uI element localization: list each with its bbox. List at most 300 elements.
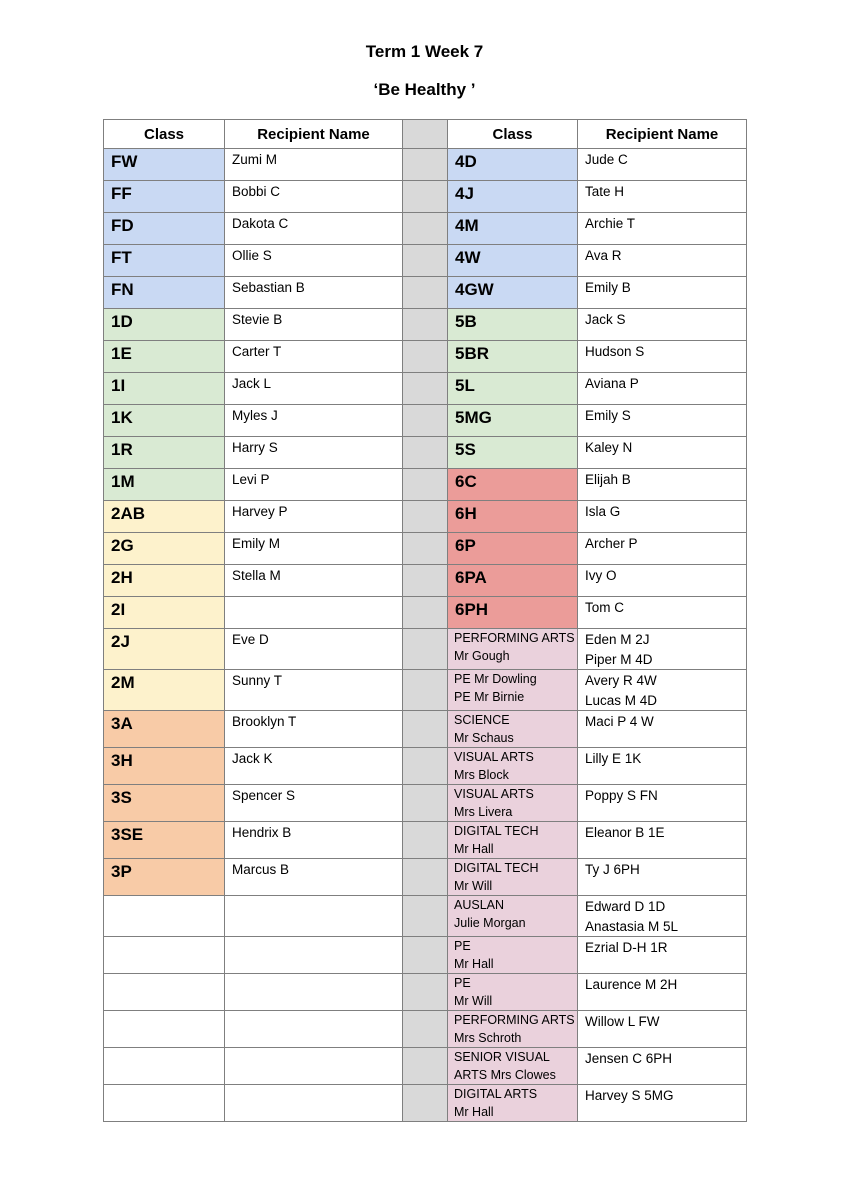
class-label: 2I <box>111 600 126 619</box>
recipient-name-1: Willow L FW <box>585 1014 660 1029</box>
subject-line-2: Mr Hall <box>454 957 494 971</box>
recipient-cell-right <box>578 437 747 469</box>
recipient-cell-left <box>225 1085 403 1122</box>
table-row <box>104 149 747 181</box>
recipient-name: Jack L <box>232 376 272 391</box>
class-cell-left <box>104 213 225 245</box>
recipient-name <box>225 1048 402 1051</box>
class-label: 4D <box>455 152 477 171</box>
recipient-cell-right <box>578 501 747 533</box>
gap-cell <box>403 181 448 213</box>
class-label: 6P <box>455 536 476 555</box>
recipient-name: Dakota C <box>232 216 289 231</box>
class-cell-left <box>104 341 225 373</box>
recipient-cell-left <box>225 1048 403 1085</box>
class-label: 3A <box>111 714 133 733</box>
class-label: 2H <box>111 568 133 587</box>
gap-cell <box>403 896 448 937</box>
class-label: 4M <box>455 216 479 235</box>
class-label: 3SE <box>111 825 144 844</box>
class-label: 6H <box>455 504 477 523</box>
gap-cell <box>403 1085 448 1122</box>
class-cell-left <box>104 785 225 822</box>
class-cell-left <box>104 245 225 277</box>
class-label: 1E <box>111 344 132 363</box>
table-row <box>104 533 747 565</box>
recipient-cell-right <box>578 213 747 245</box>
recipient-cell-left <box>225 629 403 670</box>
recipient-name: Brooklyn T <box>232 714 297 729</box>
class-cell-left <box>104 670 225 711</box>
class-cell-left <box>104 1011 225 1048</box>
gap-cell <box>403 937 448 974</box>
class-cell-right <box>448 501 578 533</box>
class-label <box>104 1011 224 1014</box>
recipient-cell-left <box>225 309 403 341</box>
class-cell-left <box>104 405 225 437</box>
class-cell-right <box>448 373 578 405</box>
table-row <box>104 181 747 213</box>
subject-line-1: PERFORMING ARTS <box>454 1013 575 1027</box>
table-row <box>104 748 747 785</box>
recipient-cell-left <box>225 149 403 181</box>
subject-line-1: SENIOR VISUAL <box>454 1050 550 1064</box>
subject-cell <box>448 1085 578 1122</box>
recipient-cell-right <box>578 565 747 597</box>
class-label: 2G <box>111 536 134 555</box>
recipient-name: Bobbi C <box>232 184 281 199</box>
subject-line-1: DIGITAL ARTS <box>454 1087 538 1101</box>
gap-cell <box>403 437 448 469</box>
class-cell-right <box>448 181 578 213</box>
recipient-name: Eve D <box>232 632 269 647</box>
class-cell-left <box>104 533 225 565</box>
header-gap <box>403 120 448 149</box>
recipient-cell-left <box>225 501 403 533</box>
recipient-cell-right <box>578 341 747 373</box>
class-cell-left <box>104 469 225 501</box>
recipient-name: Stevie B <box>232 312 283 327</box>
recipient-name: Jack S <box>585 312 626 327</box>
recipient-name-1: Eleanor B 1E <box>585 825 665 840</box>
recipient-name-1: Ty J 6PH <box>585 862 640 877</box>
subject-cell <box>448 629 578 670</box>
gap-cell <box>403 373 448 405</box>
class-cell-right <box>448 533 578 565</box>
recipient-name: Sunny T <box>232 673 283 688</box>
class-cell-right <box>448 277 578 309</box>
class-label <box>104 974 224 977</box>
class-cell-right <box>448 437 578 469</box>
recipient-name: Marcus B <box>232 862 290 877</box>
header-class-left: Class <box>104 120 225 149</box>
class-cell-left <box>104 748 225 785</box>
recipient-name: Archie T <box>585 216 636 231</box>
recipient-cell-left <box>225 245 403 277</box>
class-label: 6PH <box>455 600 489 619</box>
class-label: 3P <box>111 862 132 881</box>
subject-line-1: PERFORMING ARTS <box>454 631 575 645</box>
recipient-name-2 <box>578 1031 746 1032</box>
subject-line-1: DIGITAL TECH <box>454 824 539 838</box>
gap-cell <box>403 245 448 277</box>
class-label: 1R <box>111 440 133 459</box>
gap-cell <box>403 822 448 859</box>
class-cell-right <box>448 565 578 597</box>
recipient-name-2 <box>578 994 746 995</box>
recipient-name-2 <box>578 957 746 958</box>
recipient-name <box>225 1011 402 1014</box>
subject-line-2: ARTS Mrs Clowes <box>454 1068 556 1082</box>
table-row <box>104 341 747 373</box>
gap-cell <box>403 859 448 896</box>
recipient-cell-left <box>225 469 403 501</box>
gap-cell <box>403 309 448 341</box>
subject-line-1: VISUAL ARTS <box>454 787 534 801</box>
recipient-cell-right <box>578 974 747 1011</box>
recipient-cell-right <box>578 711 747 748</box>
gap-cell <box>403 469 448 501</box>
recipient-name: Jack K <box>232 751 273 766</box>
recipient-name: Harvey P <box>232 504 288 519</box>
recipient-name-2: Piper M 4D <box>585 652 653 667</box>
table-row <box>104 1011 747 1048</box>
gap-cell <box>403 1011 448 1048</box>
recipient-name-2 <box>578 842 746 843</box>
table-row <box>104 565 747 597</box>
subject-line-2: Mr Will <box>454 879 493 893</box>
table-row <box>104 277 747 309</box>
subject-line-1: DIGITAL TECH <box>454 861 539 875</box>
recipient-name-1: Jensen C 6PH <box>585 1051 673 1066</box>
subject-cell <box>448 974 578 1011</box>
gap-cell <box>403 785 448 822</box>
recipient-name-2 <box>578 805 746 806</box>
recipient-name-1: Maci P 4 W <box>585 714 654 729</box>
class-cell-left <box>104 859 225 896</box>
recipient-name <box>225 974 402 977</box>
subject-cell <box>448 711 578 748</box>
header-recipient-right: Recipient Name <box>578 120 747 149</box>
recipient-cell-left <box>225 896 403 937</box>
recipient-cell-left <box>225 277 403 309</box>
recipient-name: Carter T <box>232 344 282 359</box>
gap-cell <box>403 213 448 245</box>
recipient-name-2 <box>578 731 746 732</box>
recipient-cell-right <box>578 533 747 565</box>
recipient-name-2 <box>578 1105 746 1106</box>
recipient-name: Ava R <box>585 248 622 263</box>
recipient-cell-right <box>578 629 747 670</box>
table-row <box>104 437 747 469</box>
class-label: FN <box>111 280 134 299</box>
class-cell-left <box>104 149 225 181</box>
gap-cell <box>403 711 448 748</box>
class-cell-left <box>104 597 225 629</box>
class-label: 2M <box>111 673 135 692</box>
gap-cell <box>403 629 448 670</box>
class-cell-left <box>104 822 225 859</box>
recipient-name-1: Ezrial D-H 1R <box>585 940 668 955</box>
class-label <box>104 937 224 940</box>
class-cell-left <box>104 974 225 1011</box>
recipient-name: Isla G <box>585 504 621 519</box>
table-row <box>104 859 747 896</box>
class-cell-left <box>104 277 225 309</box>
class-label: 4J <box>455 184 474 203</box>
page-title: Term 1 Week 7 <box>365 42 484 61</box>
recipient-cell-right <box>578 1085 747 1122</box>
recipient-cell-left <box>225 748 403 785</box>
recipient-cell-right <box>578 670 747 711</box>
recipient-name: Emily S <box>585 408 631 423</box>
recipient-cell-right <box>578 859 747 896</box>
class-cell-left <box>104 373 225 405</box>
class-label: 5B <box>455 312 477 331</box>
recipient-cell-right <box>578 469 747 501</box>
class-label <box>104 896 224 899</box>
gap-cell <box>403 341 448 373</box>
recipient-cell-right <box>578 1048 747 1085</box>
subject-line-2: Mr Hall <box>454 842 494 856</box>
awards-table <box>103 119 747 1122</box>
recipient-name-1: Lilly E 1K <box>585 751 642 766</box>
class-label: 4GW <box>455 280 494 299</box>
recipient-cell-right <box>578 822 747 859</box>
recipient-cell-left <box>225 597 403 629</box>
table-row <box>104 1048 747 1085</box>
class-label: 1M <box>111 472 135 491</box>
class-label: 6C <box>455 472 477 491</box>
page-subtitle: ‘Be Healthy ’ <box>373 80 476 99</box>
class-label: 2AB <box>111 504 146 523</box>
recipient-cell-left <box>225 785 403 822</box>
recipient-name: Elijah B <box>585 472 631 487</box>
class-cell-left <box>104 711 225 748</box>
recipient-name-1: Laurence M 2H <box>585 977 678 992</box>
recipient-cell-right <box>578 785 747 822</box>
class-cell-left <box>104 309 225 341</box>
recipient-name: Tom C <box>585 600 625 615</box>
recipient-cell-left <box>225 565 403 597</box>
subject-line-2: PE Mr Birnie <box>454 690 525 704</box>
table-row <box>104 937 747 974</box>
recipient-cell-left <box>225 437 403 469</box>
recipient-cell-left <box>225 859 403 896</box>
class-label: 1I <box>111 376 126 395</box>
recipient-cell-left <box>225 213 403 245</box>
recipient-name-2: Lucas M 4D <box>585 693 658 708</box>
recipient-name: Sebastian B <box>232 280 305 295</box>
class-cell-left <box>104 629 225 670</box>
class-label: 4W <box>455 248 481 267</box>
recipient-cell-right <box>578 245 747 277</box>
class-label: FD <box>111 216 134 235</box>
recipient-name: Emily B <box>585 280 631 295</box>
recipient-name: Tate H <box>585 184 625 199</box>
recipient-cell-left <box>225 533 403 565</box>
subject-cell <box>448 859 578 896</box>
recipient-name-2 <box>578 879 746 880</box>
subject-cell <box>448 670 578 711</box>
gap-cell <box>403 1048 448 1085</box>
class-cell-left <box>104 1085 225 1122</box>
subject-line-2: Mr Gough <box>454 649 510 663</box>
recipient-cell-left <box>225 937 403 974</box>
subject-line-2: Mr Schaus <box>454 731 514 745</box>
recipient-name: Aviana P <box>585 376 639 391</box>
class-cell-right <box>448 309 578 341</box>
recipient-name: Spencer S <box>232 788 296 803</box>
class-cell-left <box>104 501 225 533</box>
class-label: 5S <box>455 440 476 459</box>
recipient-name: Myles J <box>232 408 278 423</box>
subject-line-1: PE <box>454 939 471 953</box>
class-cell-right <box>448 149 578 181</box>
recipient-cell-left <box>225 974 403 1011</box>
class-cell-right <box>448 245 578 277</box>
subject-line-2: Mrs Block <box>454 768 509 782</box>
gap-cell <box>403 149 448 181</box>
table-row <box>104 309 747 341</box>
gap-cell <box>403 565 448 597</box>
class-cell-right <box>448 597 578 629</box>
class-cell-left <box>104 181 225 213</box>
recipient-cell-right <box>578 937 747 974</box>
subject-line-1: PE Mr Dowling <box>454 672 537 686</box>
recipient-name-2 <box>578 1068 746 1069</box>
recipient-name <box>225 1085 402 1088</box>
class-cell-right <box>448 469 578 501</box>
table-row <box>104 597 747 629</box>
subject-cell <box>448 785 578 822</box>
subject-line-2: Mrs Livera <box>454 805 513 819</box>
recipient-name-2 <box>578 768 746 769</box>
class-cell-left <box>104 437 225 469</box>
table-row <box>104 629 747 670</box>
table-row <box>104 822 747 859</box>
gap-cell <box>403 748 448 785</box>
table-row <box>104 1085 747 1122</box>
recipient-name <box>225 937 402 940</box>
class-cell-left <box>104 1048 225 1085</box>
class-cell-right <box>448 341 578 373</box>
recipient-cell-right <box>578 1011 747 1048</box>
class-label: 5L <box>455 376 475 395</box>
class-cell-left <box>104 565 225 597</box>
table-row <box>104 670 747 711</box>
table-row <box>104 711 747 748</box>
table-row <box>104 469 747 501</box>
recipient-name: Emily M <box>232 536 280 551</box>
header-row <box>104 120 747 149</box>
class-label <box>104 1085 224 1088</box>
gap-cell <box>403 597 448 629</box>
recipient-name-1: Eden M 2J <box>585 632 650 647</box>
header-class-right: Class <box>448 120 578 149</box>
class-label: 5BR <box>455 344 490 363</box>
subject-cell <box>448 896 578 937</box>
gap-cell <box>403 277 448 309</box>
recipient-name <box>225 896 402 899</box>
class-label: FF <box>111 184 132 203</box>
class-label: 3S <box>111 788 132 807</box>
recipient-name-1: Harvey S 5MG <box>585 1088 674 1103</box>
gap-cell <box>403 533 448 565</box>
class-label: 5MG <box>455 408 492 427</box>
subject-cell <box>448 822 578 859</box>
subject-line-1: PE <box>454 976 471 990</box>
gap-cell <box>403 405 448 437</box>
recipient-name: Hudson S <box>585 344 645 359</box>
recipient-cell-left <box>225 1011 403 1048</box>
recipient-cell-left <box>225 711 403 748</box>
recipient-cell-right <box>578 181 747 213</box>
table-row <box>104 785 747 822</box>
recipient-cell-right <box>578 597 747 629</box>
subject-line-1: VISUAL ARTS <box>454 750 534 764</box>
recipient-cell-left <box>225 822 403 859</box>
recipient-cell-right <box>578 149 747 181</box>
recipient-cell-left <box>225 670 403 711</box>
recipient-cell-left <box>225 373 403 405</box>
class-label: FT <box>111 248 132 267</box>
recipient-name: Stella M <box>232 568 281 583</box>
recipient-name: Levi P <box>232 472 270 487</box>
subject-line-2: Mr Will <box>454 994 493 1008</box>
table-row <box>104 213 747 245</box>
recipient-cell-right <box>578 748 747 785</box>
recipient-name: Ivy O <box>585 568 617 583</box>
recipient-cell-right <box>578 277 747 309</box>
recipient-name-1: Edward D 1D <box>585 899 666 914</box>
class-cell-left <box>104 896 225 937</box>
gap-cell <box>403 670 448 711</box>
recipient-name: Zumi M <box>232 152 277 167</box>
recipient-name: Hendrix B <box>232 825 292 840</box>
table-row <box>104 405 747 437</box>
recipient-name-1: Poppy S FN <box>585 788 658 803</box>
recipient-name: Harry S <box>232 440 278 455</box>
subject-cell <box>448 937 578 974</box>
recipient-cell-right <box>578 405 747 437</box>
recipient-cell-left <box>225 341 403 373</box>
class-cell-right <box>448 405 578 437</box>
recipient-name <box>225 597 402 600</box>
subject-line-1: SCIENCE <box>454 713 510 727</box>
recipient-cell-left <box>225 405 403 437</box>
recipient-name: Jude C <box>585 152 628 167</box>
class-label: 2J <box>111 632 130 651</box>
class-label: 1K <box>111 408 133 427</box>
subject-line-2: Mrs Schroth <box>454 1031 522 1045</box>
class-cell-left <box>104 937 225 974</box>
table-body <box>104 149 747 1122</box>
recipient-cell-left <box>225 181 403 213</box>
class-label: 3H <box>111 751 133 770</box>
header-recipient-left: Recipient Name <box>225 120 403 149</box>
subject-line-2: Julie Morgan <box>454 916 526 930</box>
recipient-name: Kaley N <box>585 440 633 455</box>
class-label: 1D <box>111 312 133 331</box>
class-cell-right <box>448 213 578 245</box>
subject-line-1: AUSLAN <box>454 898 505 912</box>
subject-cell <box>448 1048 578 1085</box>
recipient-name-1: Avery R 4W <box>585 673 657 688</box>
subject-cell <box>448 748 578 785</box>
table-row <box>104 501 747 533</box>
class-label: 6PA <box>455 568 487 587</box>
